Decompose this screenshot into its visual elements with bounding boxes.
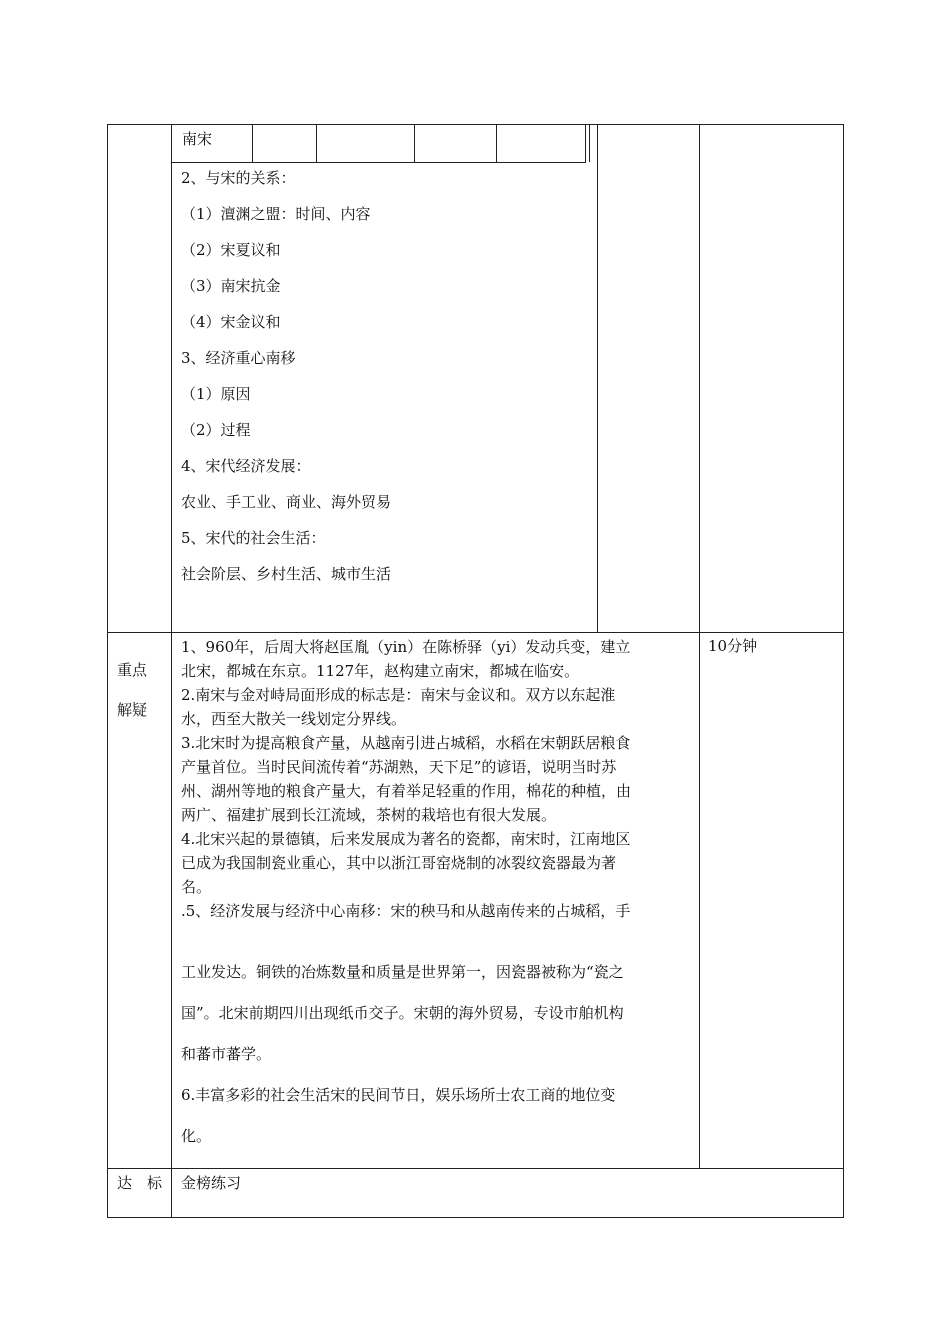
key-points-compact-block — [181, 635, 631, 923]
paragraph-line: 和蕃市蕃学。 — [181, 1045, 272, 1063]
row-label-line-2: 解疑 — [117, 701, 148, 719]
list-item: 4、宋代经济发展： — [181, 457, 311, 475]
paragraph-line: 两广、福建扩展到长江流域，茶树的栽培也有很大发展。 — [181, 806, 557, 824]
table-left-border — [107, 124, 108, 1218]
list-item: （3）南宋抗金 — [181, 277, 281, 295]
paragraph-line: 产量首位。当时民间流传着“苏湖熟，天下足”的谚语，说明当时苏 — [181, 758, 617, 776]
inner-table-col-1 — [252, 124, 253, 162]
table-bottom-border — [107, 1217, 844, 1218]
inner-table-col-3 — [414, 124, 415, 162]
inner-table-edge — [589, 124, 590, 162]
content-column-divider-top — [597, 124, 598, 632]
inner-table-cell-label: 南宋 — [182, 130, 213, 148]
table-top-border — [107, 124, 844, 125]
row-label-line-1: 重点 — [117, 661, 148, 679]
paragraph-line: 4.北宋兴起的景德镇，后来发展成为著名的瓷都，南宋时，江南地区 — [181, 830, 631, 848]
key-points-spaced-block — [181, 952, 624, 1157]
paragraph-line: 2.南宋与金对峙局面形成的标志是：南宋与金议和。双方以东起淮 — [181, 686, 616, 704]
inner-table-bottom — [171, 162, 586, 163]
inner-table-right — [585, 124, 586, 162]
row-divider-2 — [107, 1168, 844, 1169]
paragraph-line: 名。 — [181, 878, 212, 896]
paragraph-line: 化。 — [181, 1127, 212, 1145]
list-item: （4）宋金议和 — [181, 313, 281, 331]
list-item: （2）过程 — [181, 421, 251, 439]
time-allocation: 10分钟 — [708, 637, 758, 655]
assessment-label: 达 标 — [117, 1174, 163, 1192]
assessment-content: 金榜练习 — [181, 1174, 242, 1192]
list-item: （1）澶渊之盟：时间、内容 — [181, 205, 371, 223]
list-item: （2）宋夏议和 — [181, 241, 281, 259]
table-right-border — [843, 124, 844, 1218]
paragraph-line: 已成为我国制瓷业重心，其中以浙江哥窑烧制的冰裂纹瓷器最为著 — [181, 854, 617, 872]
paragraph-line: 国”。北宋前期四川出现纸币交子。宋朝的海外贸易，专设市舶机构 — [181, 1004, 624, 1022]
list-item: 3、经济重心南移 — [181, 349, 296, 367]
list-item: 农业、手工业、商业、海外贸易 — [181, 493, 392, 511]
paragraph-line: 水，西至大散关一线划定分界线。 — [181, 710, 407, 728]
paragraph-line: 工业发达。铜铁的冶炼数量和质量是世界第一，因瓷器被称为“瓷之 — [181, 963, 624, 981]
paragraph-line: 1、960年，后周大将赵匡胤（yin）在陈桥驿（yi）发动兵变，建立 — [181, 638, 631, 656]
paragraph-line: 北宋，都城在东京。1127年，赵构建立南宋，都城在临安。 — [181, 662, 580, 680]
list-item: 社会阶层、乡村生活、城市生活 — [181, 565, 392, 583]
inner-table-col-4 — [496, 124, 497, 162]
list-item: 2、与宋的关系： — [181, 169, 296, 187]
list-item: 5、宋代的社会生活： — [181, 529, 326, 547]
time-column-divider — [699, 124, 700, 1168]
paragraph-line: .5、经济发展与经济中心南移：宋的秧马和从越南传来的占城稻，手 — [181, 902, 631, 920]
list-item: （1）原因 — [181, 385, 251, 403]
paragraph-line: 6.丰富多彩的社会生活宋的民间节日，娱乐场所士农工商的地位变 — [181, 1086, 616, 1104]
label-column-divider — [171, 124, 172, 1218]
paragraph-line: 州、湖州等地的粮食产量大，有着举足轻重的作用，棉花的种植，由 — [181, 782, 632, 800]
paragraph-line: 3.北宋时为提高粮食产量，从越南引进占城稻，水稻在宋朝跃居粮食 — [181, 734, 631, 752]
row-divider-1 — [107, 632, 844, 633]
inner-table-col-2 — [316, 124, 317, 162]
